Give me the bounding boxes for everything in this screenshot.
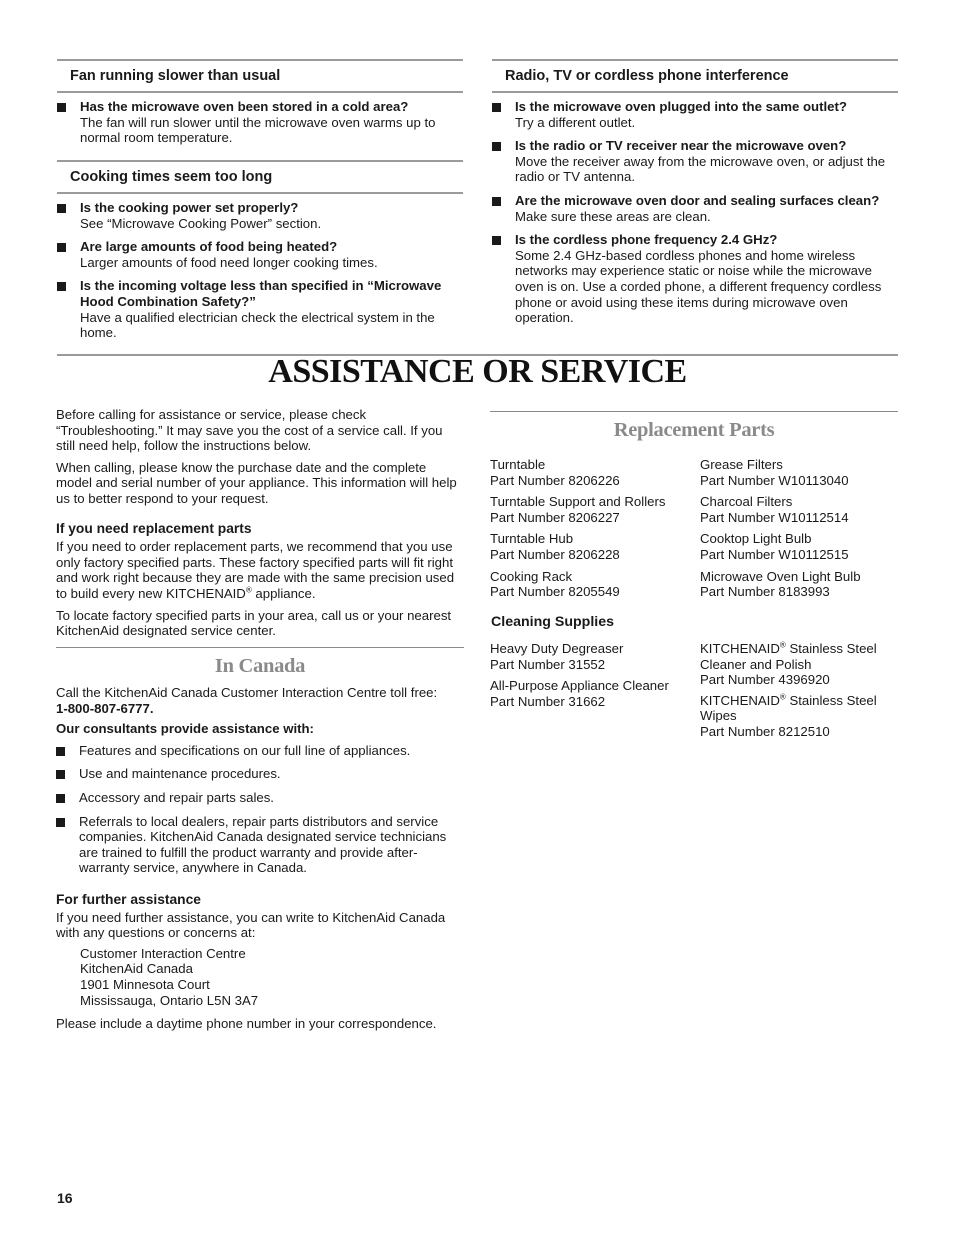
part-name — [700, 641, 900, 672]
canada-phone: 1-800-807-6777. — [56, 700, 154, 716]
further-text: If you need further assistance, you can write to KitchenAid Canada with any questions or concerns at: — [56, 909, 446, 941]
address-line: 1901 Minnesota Court — [80, 976, 210, 992]
consultants-list — [56, 743, 464, 876]
part-item — [700, 693, 900, 740]
list-item — [492, 193, 898, 224]
part-item — [700, 641, 900, 688]
list-item-text: Accessory and repair parts sales. — [79, 789, 274, 805]
list-item — [56, 814, 464, 876]
parts-text: If you need to order replacement parts, we recommend that you use only factory specified parts. These factory specified parts will fit right and work right because they are made with the same precision used to build every new KITCHENAID — [56, 539, 455, 601]
list-item — [492, 232, 898, 326]
part-name: Grease Filters — [700, 457, 783, 472]
part-item — [700, 494, 900, 525]
closing-text: Please include a daytime phone number in your correspondence. — [56, 1016, 437, 1032]
part-number: Part Number 8206227 — [490, 509, 620, 525]
part-name: All-Purpose Appliance Cleaner — [490, 678, 669, 694]
parts-heading: If you need replacement parts — [56, 520, 252, 536]
question: Has the microwave oven been stored in a cold area? — [80, 99, 409, 114]
part-item — [490, 678, 695, 709]
list-item — [57, 200, 463, 231]
question: Is the incoming voltage less than specified in “Microwave Hood Combination Safety?” — [80, 278, 442, 309]
part-name: Turntable — [490, 457, 546, 472]
page-number: 16 — [57, 1190, 73, 1206]
part-number: Part Number 8183993 — [700, 584, 830, 600]
canada-call-text: Call the KitchenAid Canada Customer Interaction Centre toll free: — [56, 685, 438, 700]
address-line: KitchenAid Canada — [80, 961, 193, 977]
replacement-parts-heading: Replacement Parts — [613, 419, 775, 441]
list-item — [57, 239, 463, 270]
question: Are the microwave oven door and sealing surfaces clean? — [515, 192, 880, 208]
part-number: Part Number 8206228 — [490, 546, 620, 562]
cooking-list — [57, 200, 463, 349]
part-number: Part Number 8205549 — [490, 584, 620, 600]
consultants-heading: Our consultants provide assistance with: — [56, 721, 314, 737]
answer: Try a different outlet. — [515, 114, 636, 130]
canada-section — [56, 685, 464, 1038]
part-item — [490, 641, 695, 672]
bullet-icon — [492, 142, 501, 151]
question: Are large amounts of food being heated? — [80, 239, 338, 255]
part-number: Part Number W10112515 — [700, 546, 849, 562]
cleaning-right — [700, 641, 900, 740]
registered-mark: ® — [245, 585, 252, 595]
parts-divider — [490, 411, 898, 412]
answer: Make sure these areas are clean. — [515, 208, 711, 224]
parts-paragraph-2: To locate factory specified parts in your area, call us or your nearest KitchenAid designated service center. — [56, 607, 452, 639]
brand-name: KITCHENAID — [700, 692, 780, 708]
fan-list — [57, 99, 463, 154]
answer: Some 2.4 GHz-based cordless phones and home wireless networks may experience static or noise while the microwave oven is on. Use a corded phone, a different frequency cordless phone or avoid using these items during microwave oven operation. — [515, 247, 882, 326]
bullet-icon — [57, 103, 66, 112]
part-name: Charcoal Filters — [700, 494, 793, 510]
part-name: Heavy Duty Degreaser — [490, 641, 624, 656]
section-heading: Fan running slower than usual — [70, 68, 281, 84]
section-header-radio — [492, 59, 898, 93]
list-item — [56, 743, 464, 759]
product-name: Stainless Steel Cleaner and Polish — [700, 641, 877, 672]
answer: Move the receiver away from the microwave oven, or adjust the radio or TV antenna. — [515, 153, 886, 185]
registered-mark: ® — [779, 640, 786, 650]
list-item — [56, 766, 464, 782]
bullet-icon — [56, 770, 65, 779]
part-name: Turntable Support and Rollers — [490, 494, 666, 510]
list-item — [57, 278, 463, 340]
part-number: Part Number W10113040 — [700, 472, 849, 488]
bullet-icon — [492, 197, 501, 206]
answer: Larger amounts of food need longer cooking times. — [80, 254, 378, 270]
part-name: Cooktop Light Bulb — [700, 531, 812, 547]
bullet-icon — [57, 243, 66, 252]
part-item — [490, 531, 700, 562]
registered-mark: ® — [779, 692, 786, 702]
part-number: Part Number 31552 — [490, 656, 606, 672]
intro-paragraph: When calling, please know the purchase date and the complete model and serial number of your appliance. This information will help us to better respond to your request. — [56, 459, 457, 506]
part-item — [490, 457, 700, 488]
answer: See “Microwave Cooking Power” section. — [80, 215, 322, 231]
list-item — [492, 138, 898, 185]
cleaning-supplies-heading: Cleaning Supplies — [491, 614, 614, 630]
assistance-left-column — [56, 407, 464, 645]
question: Is the radio or TV receiver near the microwave oven? — [515, 138, 847, 154]
list-item — [56, 790, 464, 806]
bullet-icon — [57, 282, 66, 291]
bullet-icon — [492, 103, 501, 112]
canada-divider — [56, 647, 464, 648]
product-name: Stainless Steel Wipes — [700, 692, 877, 724]
parts-paragraph — [56, 539, 464, 601]
part-number: Part Number 8206226 — [490, 472, 620, 488]
section-header-cooking — [57, 160, 463, 194]
part-name: Microwave Oven Light Bulb — [700, 568, 861, 584]
list-item-text: Use and maintenance procedures. — [79, 766, 281, 782]
parts-grid — [490, 457, 900, 600]
brand-name: KITCHENAID — [700, 641, 780, 656]
page-title: ASSISTANCE OR SERVICE — [268, 353, 687, 390]
part-item — [700, 531, 900, 562]
part-item — [700, 457, 900, 488]
part-item — [490, 569, 700, 600]
intro-paragraph: Before calling for assistance or service, please check “Troubleshooting.” It may save you the cost of a service call. If you still need help, follow the instructions below. — [56, 407, 443, 454]
address-line: Mississauga, Ontario L5N 3A7 — [80, 992, 259, 1008]
answer: Have a qualified electrician check the electrical system in the home. — [80, 309, 435, 341]
bullet-icon — [57, 204, 66, 213]
section-heading: Radio, TV or cordless phone interference — [505, 68, 789, 84]
list-item-text: Referrals to local dealers, repair parts distributors and service companies. KitchenAid Canada designated service technicians are trained to fulfill the product warranty and provide after-warranty service, anywhere in Canada. — [79, 813, 447, 876]
bullet-icon — [56, 747, 65, 756]
bullet-icon — [492, 236, 501, 245]
canada-heading: In Canada — [214, 655, 306, 677]
part-number: Part Number 4396920 — [700, 672, 830, 688]
question: Is the cooking power set properly? — [80, 200, 299, 215]
further-heading: For further assistance — [56, 891, 201, 907]
cleaning-left — [490, 641, 695, 709]
part-name: Turntable Hub — [490, 531, 574, 547]
address-line: Customer Interaction Centre — [80, 945, 246, 961]
part-number: Part Number 31662 — [490, 693, 606, 709]
list-item — [492, 99, 898, 130]
section-header-fan — [57, 59, 463, 93]
part-name — [700, 693, 900, 724]
part-name: Cooking Rack — [490, 568, 573, 584]
answer: The fan will run slower until the microwave oven warms up to normal room temperature. — [80, 114, 436, 146]
bullet-icon — [56, 794, 65, 803]
part-number: Part Number W10112514 — [700, 509, 849, 525]
question: Is the microwave oven plugged into the same outlet? — [515, 99, 847, 114]
section-heading: Cooking times seem too long — [70, 169, 273, 185]
parts-text-end: appliance. — [251, 585, 316, 601]
list-item — [57, 99, 463, 146]
part-item — [490, 494, 700, 525]
question: Is the cordless phone frequency 2.4 GHz? — [515, 232, 778, 248]
radio-list — [492, 99, 898, 334]
list-item-text: Features and specifications on our full line of appliances. — [79, 742, 411, 758]
part-item — [700, 569, 900, 600]
bullet-icon — [56, 818, 65, 827]
part-number: Part Number 8212510 — [700, 723, 830, 739]
address-block — [56, 946, 464, 1008]
